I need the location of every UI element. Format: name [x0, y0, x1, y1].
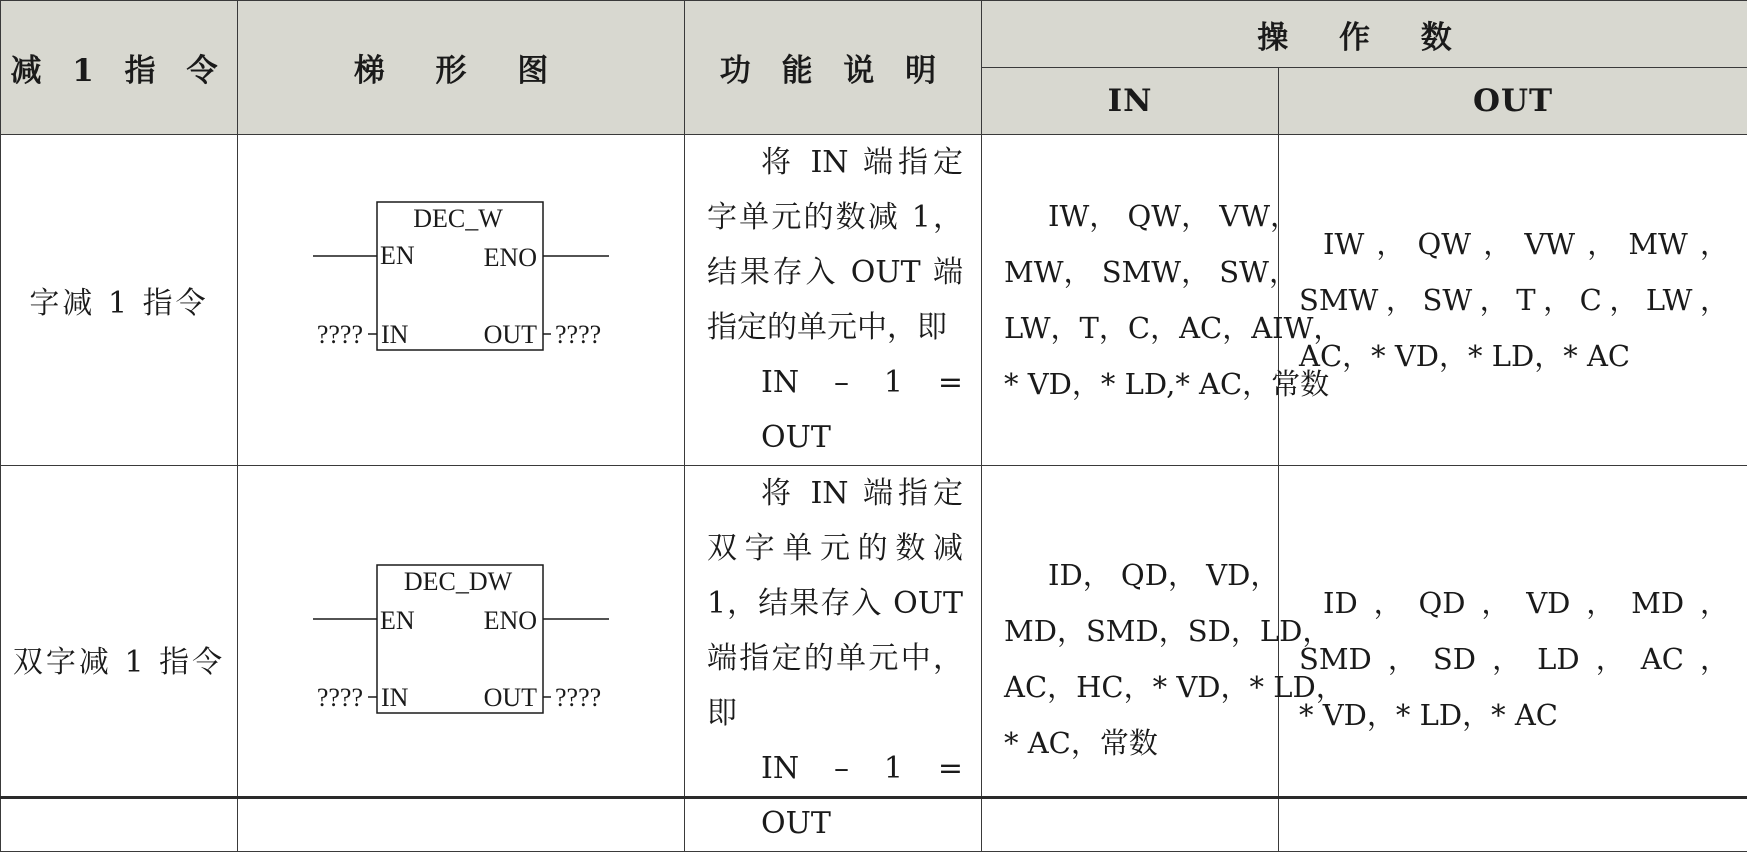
out-operand-placeholder: ????: [555, 320, 601, 349]
ladder-block-diagram: [238, 136, 685, 464]
header-out: OUT: [1279, 68, 1747, 135]
in-operands: [982, 466, 1279, 852]
en-label: EN: [380, 241, 415, 270]
in-operand-line: AC，HC，* VD，* LD，: [1004, 659, 1256, 715]
function-description: [685, 466, 982, 852]
out-label: OUT: [484, 683, 538, 712]
out-operand-line: IW，QW，VW，MW，: [1299, 216, 1729, 272]
out-operand-line: SMD，SD，LD，AC，: [1299, 631, 1729, 687]
out-operands: [1279, 135, 1747, 466]
in-operand-line: MD，SMD，SD，LD，: [1004, 603, 1256, 659]
in-operand-placeholder: ????: [317, 320, 363, 349]
in-operand-line: * VD，* LD,* AC，常数: [1004, 356, 1256, 412]
description-text: 将 IN 端指定双字单元的数减 1，结果存入 OUT 端指定的单元中，即: [707, 466, 963, 741]
ladder-diagram-cell: [238, 466, 685, 852]
header-in: IN: [982, 68, 1279, 135]
in-operand-line: ID， QD， VD，: [1004, 547, 1256, 603]
in-operand-line: * AC，常数: [1004, 715, 1256, 771]
in-label: IN: [381, 683, 409, 712]
en-label: EN: [380, 606, 415, 635]
eno-label: ENO: [484, 606, 537, 635]
header-instruction: 减 1 指 令: [1, 1, 238, 135]
formula: IN – 1 = OUT: [707, 741, 963, 851]
in-operand-line: LW，T，C，AC，AIW，: [1004, 300, 1256, 356]
in-label: IN: [381, 320, 409, 349]
out-label: OUT: [484, 320, 538, 349]
function-description: [685, 135, 982, 466]
instruction-name: 字减 1 指令: [1, 135, 238, 466]
block-title: DEC_DW: [404, 567, 513, 596]
header-ladder-diagram: 梯 形 图: [238, 1, 685, 135]
out-operand-line: ID，QD，VD，MD，: [1299, 575, 1729, 631]
table-row: [1, 135, 1747, 466]
eno-label: ENO: [484, 243, 537, 272]
out-operands: [1279, 466, 1747, 852]
instruction-name: 双字减 1 指令: [1, 466, 238, 852]
out-operand-placeholder: ????: [555, 683, 601, 712]
in-operand-placeholder: ????: [317, 683, 363, 712]
table-row: [1, 466, 1747, 852]
ladder-diagram-cell: [238, 135, 685, 466]
in-operand-line: IW， QW， VW，: [1004, 188, 1256, 244]
in-operand-line: MW， SMW， SW，: [1004, 244, 1256, 300]
block-title: DEC_W: [413, 204, 503, 233]
ladder-block-diagram: [238, 495, 685, 823]
out-operand-line: SMW，SW，T，C，LW，: [1299, 272, 1729, 328]
out-operand-line: AC，* VD，* LD，* AC: [1299, 328, 1729, 384]
formula: IN – 1 = OUT: [707, 355, 963, 465]
description-text: 将 IN 端指定字单元的数减 1，结果存入 OUT 端指定的单元中，即: [707, 135, 963, 355]
header-function: 功 能 说 明: [685, 1, 982, 135]
out-operand-line: * VD，* LD，* AC: [1299, 687, 1729, 743]
header-operands: 操 作 数: [982, 1, 1747, 68]
in-operands: [982, 135, 1279, 466]
